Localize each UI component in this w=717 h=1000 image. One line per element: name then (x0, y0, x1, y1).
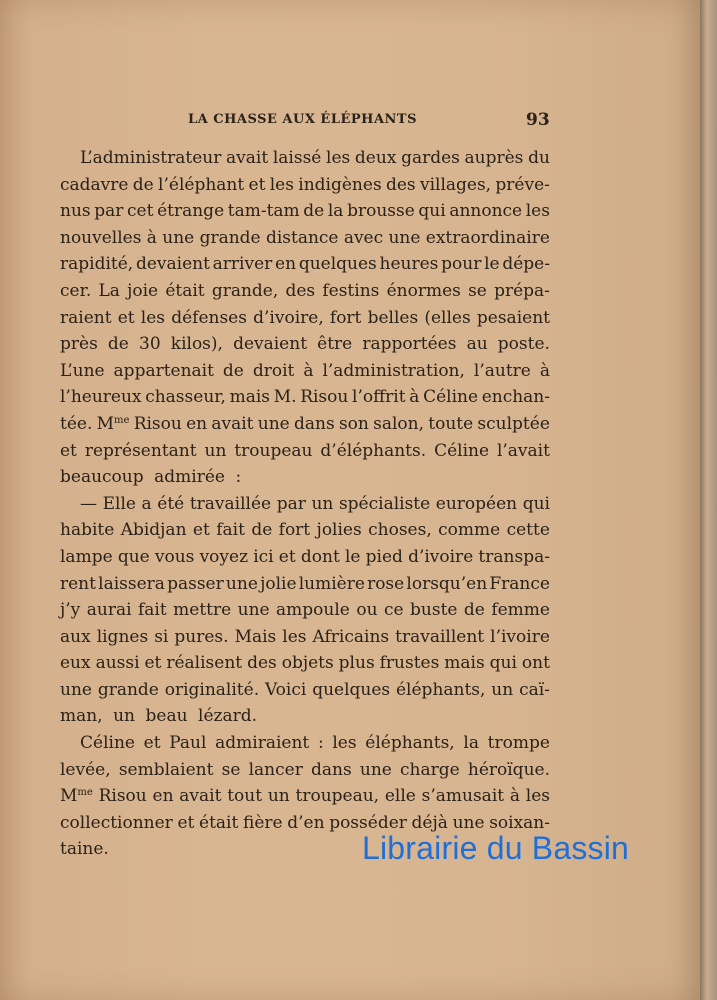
text-line: cadavre de l’éléphant et les indigènes des villages, préve- (60, 174, 550, 195)
text-line: taine. (60, 839, 109, 860)
text-line: nouvelles à une grande distance avec une extraordinaire (60, 227, 550, 248)
running-head: LA CHASSE AUX ÉLÉPHANTS (188, 112, 417, 127)
text-line: levée, semblaient se lancer dans une charge héroïque. (60, 759, 550, 780)
text-line: près de 30 kilos), devaient être rapportées au poste. (60, 334, 550, 355)
text-line: une grande originalité. Voici quelques éléphants, un caï- (60, 679, 550, 700)
text-line: rapidité, devaient arriver en quelques heures pour le dépe- (60, 254, 550, 275)
text-line: et représentant un troupeau d’éléphants. Céline l’avait (60, 440, 550, 461)
text-line: eux aussi et réalisent des objets plus frustes mais qui ont (60, 653, 550, 674)
text-line: L’administrateur avait laissé les deux gardes auprès du (80, 148, 550, 168)
text-line: rent laissera passer une jolie lumière rose lorsqu’en France (60, 573, 550, 594)
text-line: $M^{me}$ Risou en avait tout un troupeau, elle s’amusait à les (60, 786, 550, 807)
text-line: beaucoup admirée : (60, 467, 242, 488)
text-line: nus par cet étrange tam-tam de la brousse qui annonce les (60, 201, 550, 222)
text-line: collectionner et était fière d’en posséder déjà une soixan- (60, 812, 550, 833)
text-line: j’y aurai fait mettre une ampoule ou ce buste de femme (60, 600, 550, 621)
text-line: cer. La joie était grande, des festins énormes se prépa- (60, 280, 550, 301)
text-line: lampe que vous voyez ici et dont le pied d’ivoire transpa- (60, 546, 550, 567)
page-number: 93 (526, 110, 550, 130)
page-edge (700, 0, 717, 1000)
text-line: man, un beau lézard. (60, 706, 258, 727)
text-line: tée. $M^{me}$ Risou en avait une dans son salon, toute sculptée (60, 413, 550, 434)
text-line: L’une appartenait de droit à l’administration, l’autre à (60, 360, 550, 381)
text-line: — Elle a été travaillée par un spécialiste européen qui (80, 493, 550, 514)
text-line: l’heureux chasseur, mais M. Risou l’offrit à Céline enchan- (60, 387, 550, 408)
text-line: Céline et Paul admiraient : les éléphants, la trompe (80, 733, 550, 754)
text-line: raient et les défenses d’ivoire, fort belles (elles pesaient (60, 307, 550, 328)
body-text (60, 145, 550, 863)
text-line: aux lignes si pures. Mais les Africains travaillent l’ivoire (60, 626, 550, 647)
text-line: habite Abidjan et fait de fort jolies choses, comme cette (60, 520, 550, 541)
watermark: Librairie du Bassin (362, 830, 630, 866)
